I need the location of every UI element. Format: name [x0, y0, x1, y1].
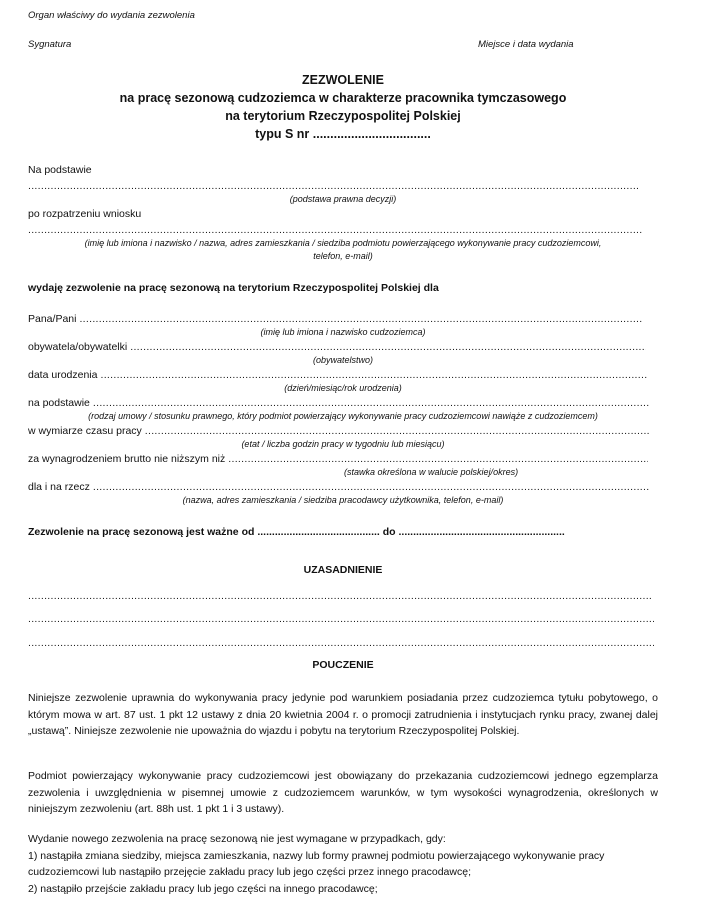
request-hint-line-1: (imię lub imiona i nazwisko / nazwa, adres zamieszkania / siedziba podmiotu powierzającego wykonywanie pracy cudzoziemcowi, — [84, 238, 602, 248]
field-birth-date-label: data urodzenia — [28, 369, 98, 381]
issuer-label: Organ właściwy do wydania zezwolenia — [28, 10, 195, 21]
field-citizenship-dots[interactable] — [130, 341, 646, 353]
field-working-time-hint: (etat / liczba godzin pracy w tygodniu lub miesiącu) — [241, 439, 445, 449]
field-working-time[interactable] — [28, 425, 650, 437]
validity-statement: Zezwolenie na pracę sezonową jest ważne od .......................................... do ......................................................... — [28, 526, 565, 538]
field-citizenship[interactable] — [28, 341, 646, 353]
basis-label: Na podstawie — [28, 164, 92, 176]
field-employer-hint: (nazwa, adres zamieszkania / siedziba pracodawcy użytkownika, telefon, e-mail) — [182, 495, 504, 505]
instruction-heading: POUCZENIE — [312, 659, 374, 671]
request-label: po rozpatrzeniu wniosku — [28, 208, 142, 220]
field-birth-date[interactable] — [28, 369, 648, 381]
basis-fill-line[interactable] — [28, 180, 640, 192]
field-name[interactable] — [28, 313, 642, 325]
exemption-item-2: 2) nastąpiło przejście zakładu pracy lub jego części na innego pracodawcę; — [28, 882, 378, 895]
justification-line-2[interactable] — [28, 613, 654, 625]
field-working-time-dots[interactable] — [145, 425, 650, 437]
field-salary[interactable] — [28, 453, 648, 465]
request-hint — [28, 237, 658, 263]
field-salary-label: za wynagrodzeniem brutto nie niższym niż — [28, 453, 226, 465]
request-fill-line[interactable] — [28, 224, 642, 236]
field-contract-basis-label: na podstawie — [28, 397, 90, 409]
field-contract-basis[interactable] — [28, 397, 650, 409]
exemptions-block — [28, 831, 668, 897]
field-contract-basis-hint: (rodzaj umowy / stosunku prawnego, który podmiot powierzający wykonywanie pracy cudzoziemcowi nawiąże z cudzoziemcem) — [88, 411, 598, 421]
justification-line-1[interactable] — [28, 590, 652, 602]
field-birth-date-hint: (dzień/miesiąc/rok urodzenia) — [284, 383, 402, 393]
instruction-paragraph-1: Niniejsze zezwolenie uprawnia do wykonywania pracy jedynie pod warunkiem posiadania przez cudzoziemca tytułu pobytowego, o którym mowa w art. 87 ust. 1 pkt 12 ustawy z dnia 20 kwietnia 2004 r. o promocji zatrudnienia i instytucjach rynku pracy, zwanej dalej „ustawą”. Niniejsze zezwolenie nie upoważnia do wjazdu i pobytu na terytorium Rzeczypospolitej Polskiej. — [28, 692, 658, 737]
field-working-time-label: w wymiarze czasu pracy — [28, 425, 142, 437]
field-employer-dots[interactable] — [93, 481, 650, 493]
grant-statement: wydaję zezwolenie na pracę sezonową na terytorium Rzeczypospolitej Polskiej dla — [28, 282, 439, 294]
request-hint-line-2: telefon, e-mail) — [313, 251, 373, 261]
field-employer-label: dla i na rzecz — [28, 481, 90, 493]
field-salary-dots[interactable] — [228, 453, 648, 465]
justification-heading: UZASADNIENIE — [303, 564, 383, 576]
field-name-label: Pana/Pani — [28, 313, 77, 325]
field-name-hint: (imię lub imiona i nazwisko cudzoziemca) — [260, 327, 426, 337]
basis-hint: (podstawa prawna decyzji) — [289, 194, 397, 204]
place-date-label: Miejsce i data wydania — [478, 39, 574, 50]
instruction-paragraph-2: Podmiot powierzający wykonywanie pracy cudzoziemcowi jest obowiązany do przekazania cudzoziemcowi jednego egzemplarza zezwolenia i uwzględnienia w pisemnej umowie z cudzoziemcem warunków, w tym wysokości wynagrodzenia, określonych w niniejszym zezwoleniu (art. 88h ust. 1 pkt 1 i 3 ustawy). — [28, 770, 658, 815]
title-line-2: na pracę sezonową cudzoziemca w charakterze pracownika tymczasowego — [119, 91, 567, 105]
exemption-item-1a: 1) nastąpiła zmiana siedziby, miejsca zamieszkania, nazwy lub formy prawnej podmiotu powierzającego wykonywanie pracy — [28, 849, 605, 862]
title-line-1: ZEZWOLENIE — [302, 73, 384, 87]
title-line-3: na terytorium Rzeczypospolitej Polskiej — [225, 109, 461, 123]
exemption-item-1b: cudzoziemcowi lub nastąpiło przejęcie zakładu pracy lub jego części przez innego pracodawcę; — [28, 866, 471, 878]
justification-line-3[interactable] — [28, 637, 654, 649]
title-line-4: typu S nr .................................. — [255, 127, 431, 141]
exemptions-intro: Wydanie nowego zezwolenia na pracę sezonową nie jest wymagane w przypadkach, gdy: — [28, 833, 446, 845]
document-title — [28, 71, 658, 143]
field-name-dots[interactable] — [79, 313, 642, 325]
field-citizenship-label: obywatela/obywatelki — [28, 341, 128, 353]
field-contract-basis-dots[interactable] — [93, 397, 650, 409]
field-citizenship-hint: (obywatelstwo) — [312, 355, 374, 365]
field-salary-hint: (stawka określona w walucie polskiej/okres) — [344, 467, 519, 477]
field-birth-date-dots[interactable] — [100, 369, 648, 381]
signature-label: Sygnatura — [28, 39, 72, 50]
field-employer[interactable] — [28, 481, 650, 493]
